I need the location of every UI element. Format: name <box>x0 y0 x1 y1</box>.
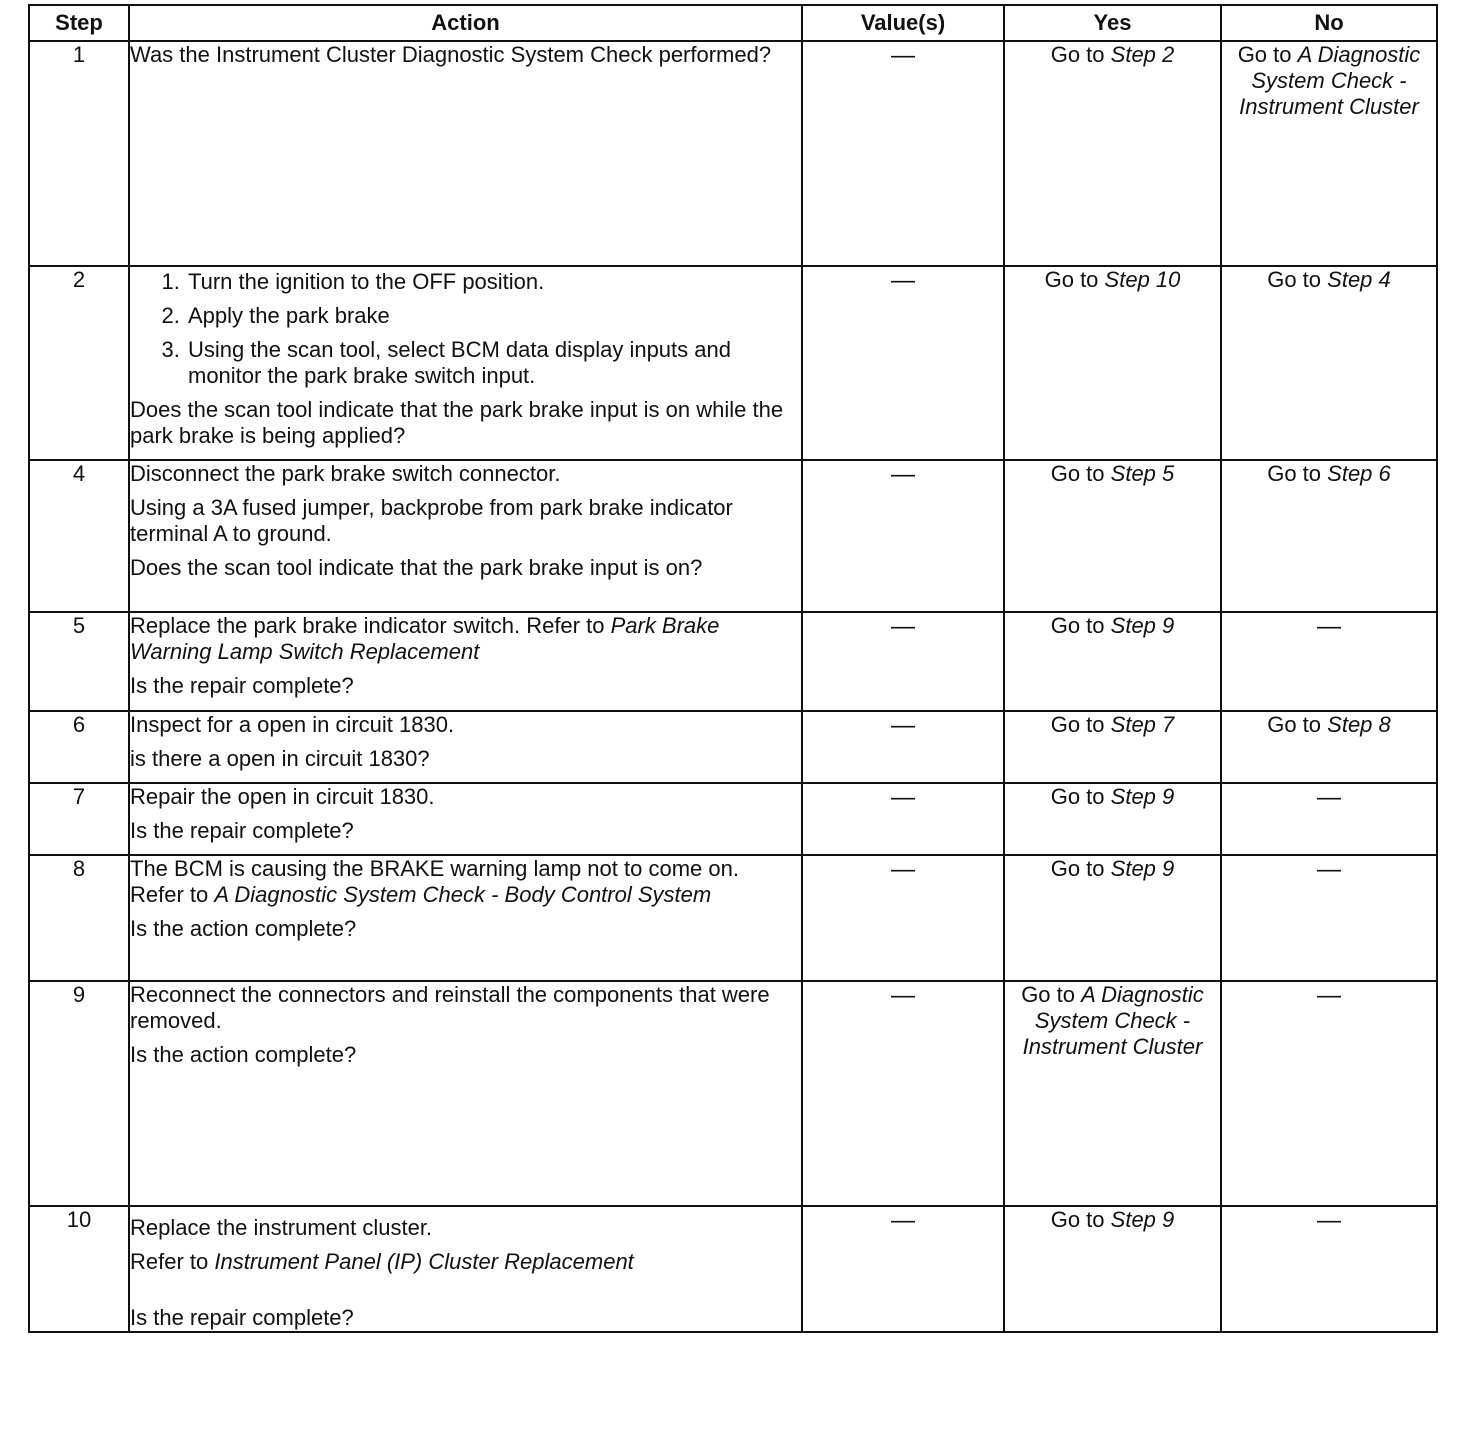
step-number: 6 <box>29 711 129 783</box>
goto-prefix: Go to <box>1050 42 1105 67</box>
yes-cell <box>1004 41 1221 266</box>
value-cell: — <box>802 612 1004 711</box>
no-cell: — <box>1221 981 1437 1206</box>
action-question: Is the action complete? <box>130 916 357 941</box>
table-row <box>29 711 1437 783</box>
action-text: Replace the park brake indicator switch. Refer to <box>130 613 605 638</box>
goto-prefix: Go to <box>1050 856 1105 881</box>
table-row <box>29 1206 1437 1332</box>
no-cell: — <box>1221 855 1437 981</box>
value-cell: — <box>802 855 1004 981</box>
step-reference: Step 5 <box>1110 461 1175 486</box>
goto-prefix: Go to <box>1050 613 1105 638</box>
step-reference: Step 4 <box>1327 267 1391 292</box>
yes-cell <box>1004 783 1221 855</box>
action-text: Replace the instrument cluster. <box>130 1215 433 1240</box>
value-cell: — <box>802 266 1004 460</box>
step-reference: Step 8 <box>1327 712 1391 737</box>
value-cell: — <box>802 1206 1004 1332</box>
step-reference: Step 9 <box>1110 856 1175 881</box>
table-row <box>29 41 1437 266</box>
table-row <box>29 855 1437 981</box>
goto-prefix: Go to <box>1267 461 1322 486</box>
action-text: Repair the open in circuit 1830. <box>130 784 435 809</box>
procedure-reference: A Diagnostic System Check - Instrument Cluster <box>1022 982 1204 1059</box>
table-row <box>29 783 1437 855</box>
yes-cell <box>1004 981 1221 1206</box>
procedure-reference: Park Brake Warning Lamp Switch Replacement <box>130 613 720 664</box>
action-question: Is the repair complete? <box>130 673 354 698</box>
no-cell <box>1221 460 1437 612</box>
header-row <box>29 5 1437 41</box>
step-reference: Step 9 <box>1110 784 1175 809</box>
step-number: 9 <box>29 981 129 1206</box>
action-cell <box>129 855 802 981</box>
step-number: 2 <box>29 266 129 460</box>
value-cell: — <box>802 41 1004 266</box>
table-row <box>29 981 1437 1206</box>
header-action: Action <box>129 5 802 41</box>
no-cell: — <box>1221 1206 1437 1332</box>
action-text: Using a 3A fused jumper, backprobe from park brake indicator terminal A to ground. <box>130 495 733 546</box>
yes-cell <box>1004 266 1221 460</box>
goto-prefix: Go to <box>1050 1207 1105 1232</box>
action-question: is there a open in circuit 1830? <box>130 746 430 771</box>
action-text: Reconnect the connectors and reinstall the components that were removed. <box>130 982 770 1033</box>
value-cell: — <box>802 783 1004 855</box>
action-question: Does the scan tool indicate that the park brake input is on? <box>130 555 703 580</box>
action-question: Is the action complete? <box>130 1042 357 1067</box>
no-cell: — <box>1221 783 1437 855</box>
step-number: 4 <box>29 460 129 612</box>
instruction-list <box>130 269 801 389</box>
yes-cell <box>1004 612 1221 711</box>
no-cell <box>1221 266 1437 460</box>
action-cell <box>129 783 802 855</box>
header-step: Step <box>29 5 129 41</box>
no-cell <box>1221 711 1437 783</box>
value-cell: — <box>802 981 1004 1206</box>
value-cell: — <box>802 460 1004 612</box>
table-row <box>29 266 1437 460</box>
procedure-reference: Instrument Panel (IP) Cluster Replacement <box>214 1249 634 1274</box>
goto-prefix: Go to <box>1237 42 1292 67</box>
goto-prefix: Go to <box>1050 712 1105 737</box>
no-cell <box>1221 41 1437 266</box>
action-text: Was the Instrument Cluster Diagnostic System Check performed? <box>130 42 772 67</box>
step-number: 7 <box>29 783 129 855</box>
step-number: 1 <box>29 41 129 266</box>
header-yes: Yes <box>1004 5 1221 41</box>
header-values: Value(s) <box>802 5 1004 41</box>
goto-prefix: Go to <box>1267 267 1322 292</box>
action-cell <box>129 266 802 460</box>
action-text: Refer to <box>130 1249 209 1274</box>
action-text: Inspect for a open in circuit 1830. <box>130 712 455 737</box>
step-reference: Step 6 <box>1327 461 1391 486</box>
header-no: No <box>1221 5 1437 41</box>
yes-cell <box>1004 1206 1221 1332</box>
step-number: 10 <box>29 1206 129 1332</box>
table-row <box>29 612 1437 711</box>
action-question: Does the scan tool indicate that the park brake input is on while the park brake is being applied? <box>130 397 784 448</box>
action-text: The BCM is causing the BRAKE warning lamp not to come on. Refer to <box>130 856 739 907</box>
procedure-reference: A Diagnostic System Check - Body Control System <box>214 882 712 907</box>
goto-prefix: Go to <box>1021 982 1075 1007</box>
instruction-item: 3. Using the scan tool, select BCM data display inputs and monitor the park brake switch input. <box>186 337 801 389</box>
goto-prefix: Go to <box>1050 461 1105 486</box>
action-cell <box>129 711 802 783</box>
action-cell <box>129 612 802 711</box>
action-cell <box>129 981 802 1206</box>
no-cell: — <box>1221 612 1437 711</box>
diagnostic-table <box>28 4 1438 1333</box>
table-row <box>29 460 1437 612</box>
goto-prefix: Go to <box>1267 712 1322 737</box>
value-cell: — <box>802 711 1004 783</box>
instruction-item: 1. Turn the ignition to the OFF position. <box>186 269 801 295</box>
step-reference: Step 7 <box>1110 712 1175 737</box>
yes-cell <box>1004 855 1221 981</box>
action-cell <box>129 1206 802 1332</box>
instruction-item: 2. Apply the park brake <box>186 303 801 329</box>
step-number: 5 <box>29 612 129 711</box>
step-reference: Step 2 <box>1110 42 1175 67</box>
action-question: Is the repair complete? <box>130 1305 354 1330</box>
action-question: Is the repair complete? <box>130 818 354 843</box>
action-text: Disconnect the park brake switch connector. <box>130 461 561 486</box>
step-reference: Step 10 <box>1104 267 1181 292</box>
yes-cell <box>1004 460 1221 612</box>
goto-prefix: Go to <box>1044 267 1099 292</box>
action-cell <box>129 41 802 266</box>
yes-cell <box>1004 711 1221 783</box>
procedure-reference: A Diagnostic System Check - Instrument Cluster <box>1239 42 1421 119</box>
step-reference: Step 9 <box>1110 1207 1175 1232</box>
step-reference: Step 9 <box>1110 613 1175 638</box>
goto-prefix: Go to <box>1050 784 1105 809</box>
action-cell <box>129 460 802 612</box>
step-number: 8 <box>29 855 129 981</box>
